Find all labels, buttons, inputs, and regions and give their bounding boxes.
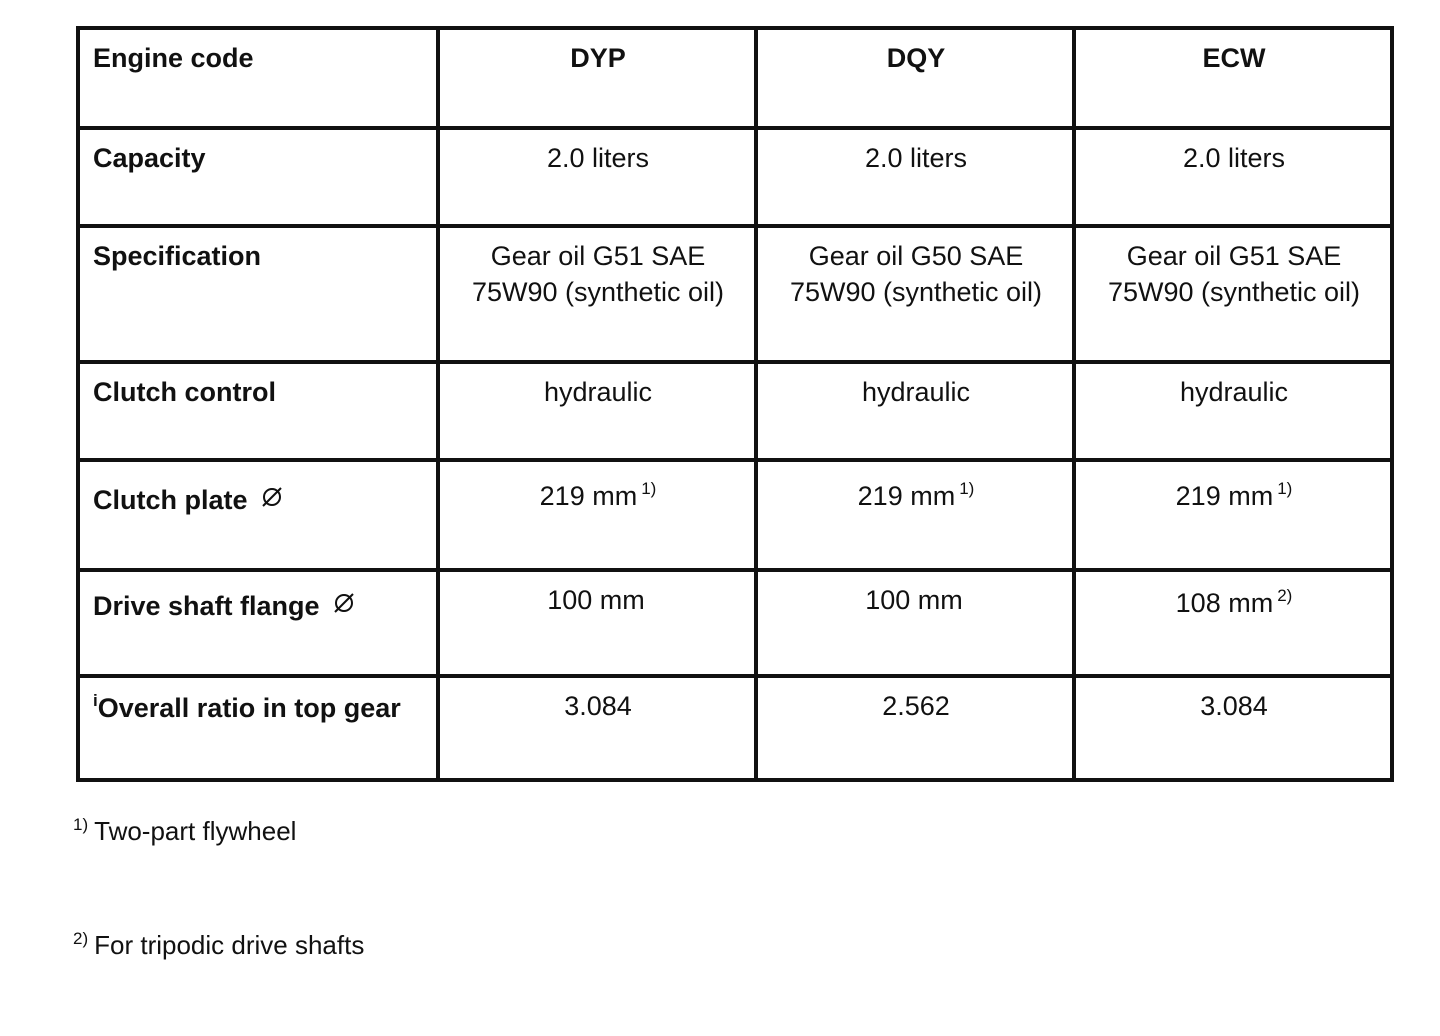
- specification-ecw-line2: 75W90 (synthetic oil): [1107, 277, 1361, 307]
- engine-code-dqy: DQY: [756, 28, 1074, 128]
- footnote-2-text: For tripodic drive shafts: [94, 930, 365, 960]
- overall-ratio-dyp: 3.084: [438, 676, 756, 780]
- row-label-overall-ratio-prefix: i: [93, 691, 98, 710]
- specification-ecw: [1074, 226, 1392, 362]
- drive-shaft-flange-ecw-value: 108 mm: [1175, 588, 1274, 618]
- table-row-overall-ratio: [78, 676, 1392, 780]
- clutch-plate-dyp-value: 219 mm: [539, 481, 638, 511]
- table-row-clutch-control: [78, 362, 1392, 460]
- specification-dyp-line2: 75W90 (synthetic oil): [471, 277, 725, 307]
- specification-dqy-line2: 75W90 (synthetic oil): [789, 277, 1043, 307]
- row-label-clutch-plate-cell: [78, 460, 438, 570]
- engine-spec-table: [76, 26, 1394, 782]
- clutch-control-dyp: hydraulic: [438, 362, 756, 460]
- clutch-control-dqy: hydraulic: [756, 362, 1074, 460]
- drive-shaft-flange-ecw: [1074, 570, 1392, 676]
- row-label-clutch-plate: Clutch plate: [93, 485, 248, 515]
- table-row-capacity: [78, 128, 1392, 226]
- specification-dyp-line1: Gear oil G51 SAE: [490, 241, 706, 271]
- row-label-clutch-control: Clutch control: [78, 362, 438, 460]
- overall-ratio-ecw: 3.084: [1074, 676, 1392, 780]
- clutch-plate-ecw-value: 219 mm: [1175, 481, 1274, 511]
- capacity-dyp: 2.0 liters: [438, 128, 756, 226]
- overall-ratio-dqy: 2.562: [756, 676, 1074, 780]
- row-label-overall-ratio: Overall ratio in top gear: [97, 693, 401, 723]
- row-label-overall-ratio-cell: [78, 676, 438, 780]
- table-row-drive-shaft-flange: [78, 570, 1392, 676]
- row-label-drive-shaft-flange-cell: [78, 570, 438, 676]
- clutch-plate-dqy-value: 219 mm: [857, 481, 956, 511]
- drive-shaft-flange-dqy: [756, 570, 1074, 676]
- engine-code-ecw: ECW: [1074, 28, 1392, 128]
- clutch-plate-dqy-note: 1): [959, 479, 975, 498]
- row-label-specification: Specification: [78, 226, 438, 362]
- footnote-1: [73, 815, 296, 851]
- capacity-ecw: 2.0 liters: [1074, 128, 1392, 226]
- specification-dqy: [756, 226, 1074, 362]
- engine-code-header: Engine code: [78, 28, 438, 128]
- footnote-1-text: Two-part flywheel: [94, 816, 297, 846]
- footnote-2-mark: 2): [73, 929, 89, 948]
- drive-shaft-flange-dqy-value: 100 mm: [865, 585, 963, 615]
- table-row-specification: [78, 226, 1392, 362]
- footnote-1-mark: 1): [73, 815, 89, 834]
- row-label-capacity: Capacity: [78, 128, 438, 226]
- table-header-row: [78, 28, 1392, 128]
- specification-dqy-line1: Gear oil G50 SAE: [808, 241, 1024, 271]
- row-label-drive-shaft-flange: Drive shaft flange: [93, 591, 320, 621]
- drive-shaft-flange-ecw-note: 2): [1277, 586, 1293, 605]
- drive-shaft-flange-dyp-value: 100 mm: [547, 585, 645, 615]
- clutch-plate-dqy: [756, 460, 1074, 570]
- clutch-plate-dyp: [438, 460, 756, 570]
- engine-code-dyp: DYP: [438, 28, 756, 128]
- table-row-clutch-plate: [78, 460, 1392, 570]
- clutch-control-ecw: hydraulic: [1074, 362, 1392, 460]
- specification-dyp: [438, 226, 756, 362]
- diameter-icon: [332, 588, 356, 612]
- footnote-2: [73, 929, 364, 965]
- drive-shaft-flange-dyp: [438, 570, 756, 676]
- clutch-plate-dyp-note: 1): [641, 479, 657, 498]
- specification-ecw-line1: Gear oil G51 SAE: [1126, 241, 1342, 271]
- clutch-plate-ecw: [1074, 460, 1392, 570]
- capacity-dqy: 2.0 liters: [756, 128, 1074, 226]
- clutch-plate-ecw-note: 1): [1277, 479, 1293, 498]
- diameter-icon: [260, 482, 284, 506]
